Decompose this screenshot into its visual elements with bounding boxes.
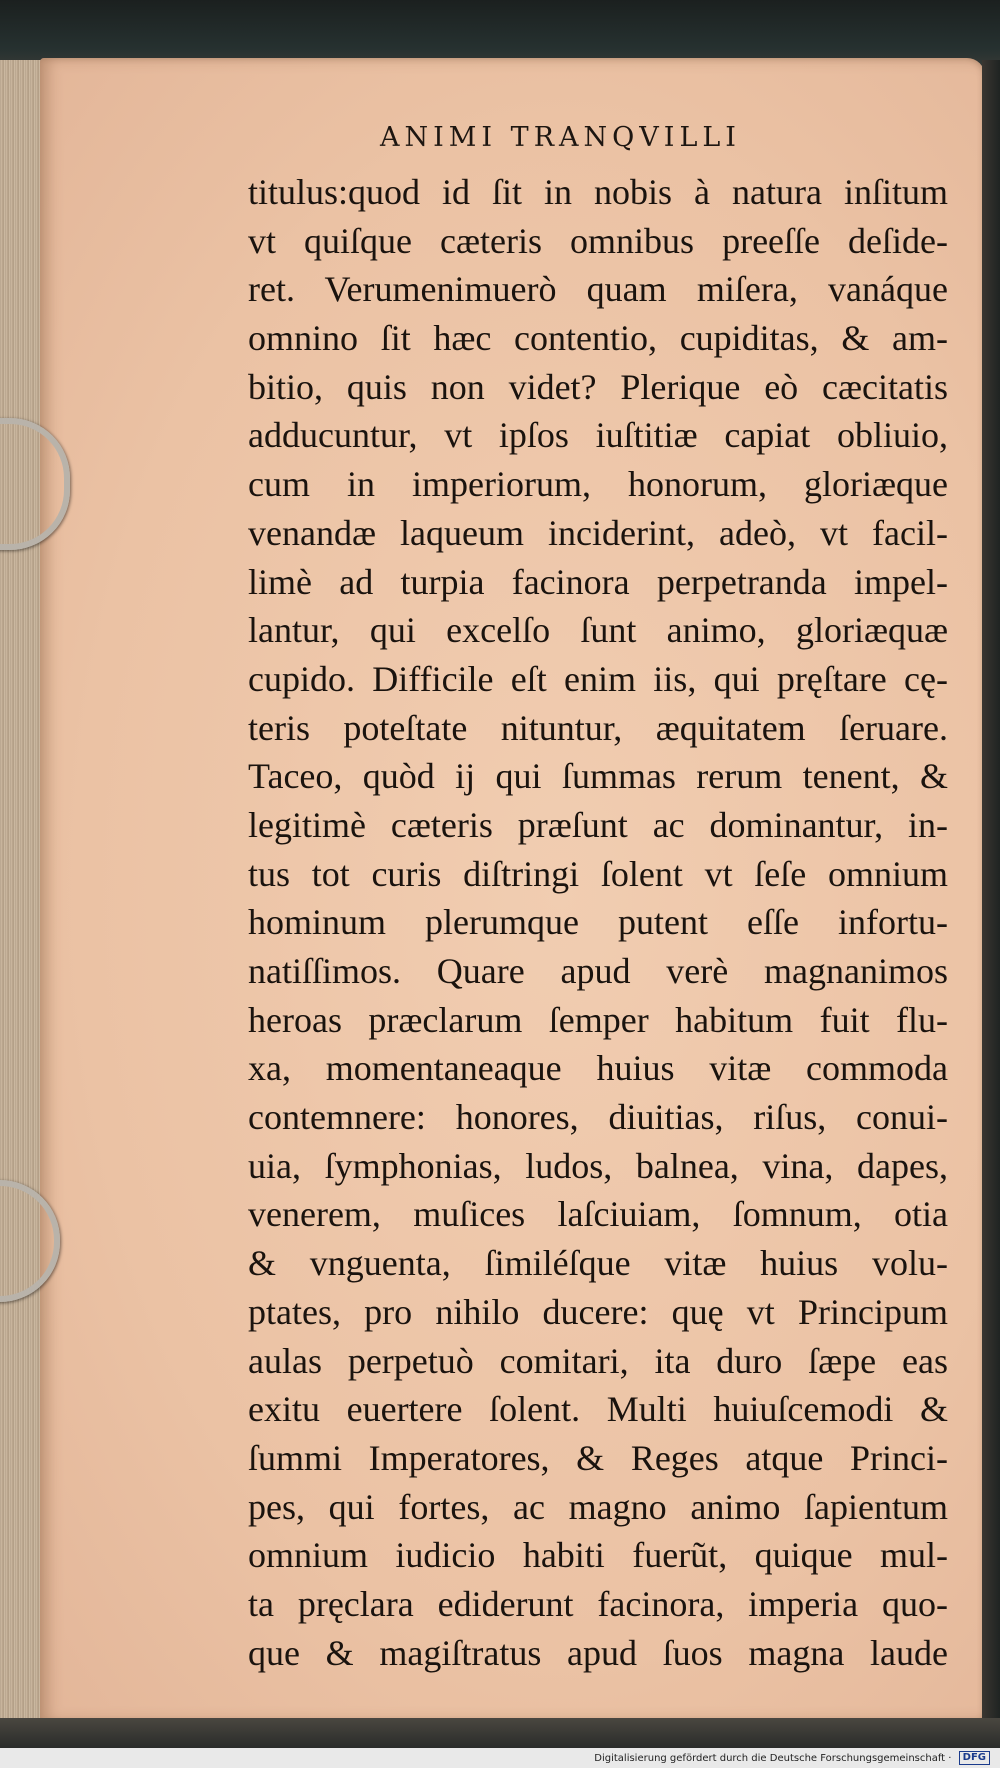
text-line: ta pręclara ediderunt facinora, imperia quo-	[248, 1583, 948, 1624]
text-line: legitimè cæteris præſunt ac dominantur, in-	[248, 804, 948, 845]
digitization-credit	[594, 1750, 990, 1768]
text-line: pes, qui fortes, ac magno animo ſapientum	[248, 1486, 948, 1527]
text-line: omnium iudicio habiti fuerũt, quique mul-	[248, 1535, 948, 1576]
text-line: que & magiſtratus apud ſuos magna laude	[248, 1632, 948, 1673]
text-line: tus tot curis diſtringi ſolent vt ſeſe omnium	[248, 853, 948, 894]
text-line: ſummi Imperatores, & Reges atque Princi-	[248, 1437, 948, 1478]
text-line: lantur, qui excelſo ſunt animo, gloriæquæ	[248, 610, 948, 651]
running-head: ANIMI TRANQVILLI	[380, 122, 741, 153]
text-line: adducuntur, vt ipſos iuſtitiæ capiat obliuio,	[248, 415, 948, 456]
credit-text: Digitalisierung gefördert durch die Deutsche Forschungsgemeinschaft ·	[594, 1753, 952, 1764]
book-bottom-edge	[0, 1718, 1000, 1748]
text-line: ptates, pro nihilo ducere: quę vt Principum	[248, 1291, 948, 1332]
text-line: xa, momentaneaque huius vitæ commoda	[248, 1048, 948, 1089]
book-right-edge	[982, 60, 1000, 1725]
text-line: contemnere: honores, diuitias, riſus, conui-	[248, 1097, 948, 1138]
text-line: exitu euertere ſolent. Multi huiuſcemodi &	[248, 1389, 948, 1430]
text-block	[248, 168, 948, 1677]
text-line: venerem, muſices laſciuiam, ſomnum, otia	[248, 1194, 948, 1235]
text-line: vt quiſque cæteris omnibus preeſſe deſide-	[248, 220, 948, 261]
text-line: aulas perpetuò comitari, ita duro ſæpe eas	[248, 1340, 948, 1381]
text-line: & vnguenta, ſimiléſque vitæ huius volu-	[248, 1243, 948, 1284]
text-line: teris poteſtate nituntur, æquitatem ſeruare.	[248, 707, 948, 748]
text-line: ret. Verumenimuerò quam miſera, vanáque	[248, 269, 948, 310]
text-line: heroas præclarum ſemper habitum fuit flu-	[248, 999, 948, 1040]
text-line: hominum plerumque putent eſſe infortu-	[248, 902, 948, 943]
text-line: cum in imperiorum, honorum, gloriæque	[248, 464, 948, 505]
text-line: natiſſimos. Quare apud verè magnanimos	[248, 951, 948, 991]
text-line: bitio, quis non videt? Plerique eò cæcitatis	[248, 366, 948, 407]
text-line: venandæ laqueum inciderint, adeò, vt facil-	[248, 512, 948, 553]
dfg-logo-icon: DFG	[959, 1751, 990, 1765]
text-line: titulus:quod id ſit in nobis à natura inſitum	[248, 172, 948, 212]
text-line: uia, ſymphonias, ludos, balnea, vina, dapes,	[248, 1145, 948, 1186]
text-line: limè ad turpia facinora perpetranda impel-	[248, 561, 948, 602]
text-line: cupido. Difficile eſt enim iis, qui pręſtare cę-	[248, 658, 948, 699]
text-line: Taceo, quòd ij qui ſummas rerum tenent, &	[248, 756, 948, 797]
text-line: omnino ſit hæc contentio, cupiditas, & am-	[248, 318, 948, 359]
